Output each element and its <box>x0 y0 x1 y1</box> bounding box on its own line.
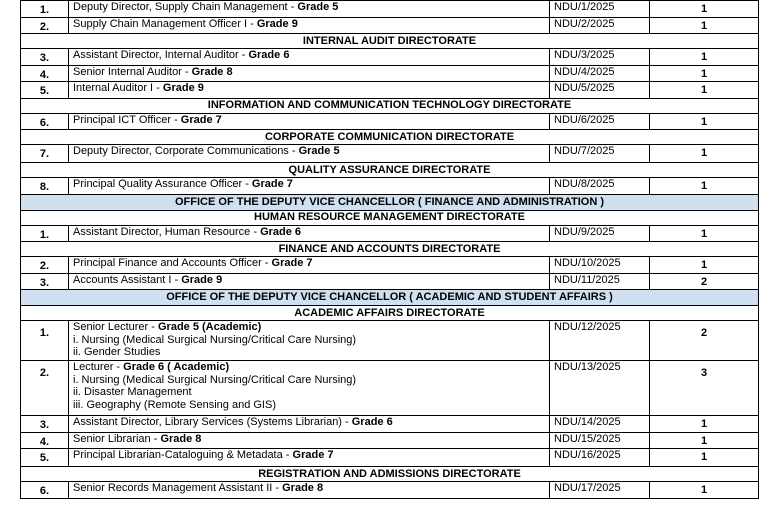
office-header-row <box>21 194 759 210</box>
table-row <box>21 65 759 82</box>
reference-number: NDU/7/2025 <box>550 145 650 163</box>
position-cell <box>69 449 550 467</box>
row-number: 3. <box>21 49 69 66</box>
office-title: OFFICE OF THE DEPUTY VICE CHANCELLOR ( ACADEMIC AND STUDENT AFFAIRS ) <box>21 290 759 306</box>
position-title: Senior Internal Auditor - <box>73 65 192 78</box>
position-cell <box>69 82 550 99</box>
table-row <box>21 113 759 130</box>
position-cell <box>69 257 550 274</box>
position-grade: Grade 7 <box>271 257 313 269</box>
directorate-header-row <box>21 467 759 482</box>
specialization-item: i. Nursing (Medical Surgical Nursing/Critical Care Nursing) <box>73 373 357 386</box>
table-row <box>21 82 759 99</box>
row-number: 2. <box>21 361 69 416</box>
specialization-item: iii. Geography (Remote Sensing and GIS) <box>73 398 276 411</box>
position-cell <box>69 416 550 433</box>
row-number: 4. <box>21 432 69 449</box>
reference-number: NDU/5/2025 <box>550 82 650 99</box>
row-number: 6. <box>21 482 69 499</box>
position-grade: Grade 5 <box>297 1 339 13</box>
position-title: Principal Librarian-Cataloguing & Metadata - <box>73 449 293 461</box>
position-title: Accounts Assistant I - <box>73 273 182 286</box>
number-of-posts: 1 <box>650 482 759 499</box>
number-of-posts: 1 <box>650 432 759 449</box>
row-number: 1. <box>21 225 69 242</box>
position-title: Senior Lecturer - <box>73 321 158 333</box>
position-title: Assistant Director, Human Resource - <box>73 225 261 238</box>
directorate-title: INFORMATION AND COMMUNICATION TECHNOLOGY DIRECTORATE <box>21 98 759 113</box>
position-grade: Grade 7 <box>251 178 293 190</box>
number-of-posts: 1 <box>650 49 759 66</box>
office-title: OFFICE OF THE DEPUTY VICE CHANCELLOR ( FINANCE AND ADMINISTRATION ) <box>21 194 759 210</box>
position-cell <box>69 482 550 499</box>
position-cell <box>69 321 550 361</box>
position-grade: Grade 6 <box>351 416 393 428</box>
reference-number: NDU/3/2025 <box>550 49 650 66</box>
directorate-title: QUALITY ASSURANCE DIRECTORATE <box>21 163 759 178</box>
number-of-posts: 1 <box>650 449 759 467</box>
row-number: 1. <box>21 321 69 361</box>
row-number: 8. <box>21 178 69 195</box>
directorate-title: FINANCE AND ACCOUNTS DIRECTORATE <box>21 242 759 257</box>
position-cell <box>69 17 550 34</box>
reference-number: NDU/13/2025 <box>550 361 650 416</box>
position-cell <box>69 145 550 163</box>
reference-number: NDU/4/2025 <box>550 65 650 82</box>
position-title: Principal ICT Officer - <box>73 113 181 126</box>
reference-number: NDU/8/2025 <box>550 178 650 195</box>
number-of-posts: 1 <box>650 65 759 82</box>
reference-number: NDU/1/2025 <box>550 1 650 18</box>
position-grade: Grade 6 <box>260 225 302 238</box>
reference-number: NDU/2/2025 <box>550 17 650 34</box>
row-number: 3. <box>21 273 69 290</box>
position-grade: Grade 9 <box>162 82 204 94</box>
table-row <box>21 449 759 467</box>
position-title: Assistant Director, Internal Auditor - <box>73 49 249 61</box>
office-header-row <box>21 290 759 306</box>
directorate-header-row <box>21 163 759 178</box>
number-of-posts: 1 <box>650 178 759 195</box>
table-row <box>21 17 759 34</box>
position-grade: Grade 7 <box>292 449 334 461</box>
row-number: 7. <box>21 145 69 163</box>
number-of-posts: 1 <box>650 257 759 274</box>
table-row <box>21 49 759 66</box>
position-title: Deputy Director, Corporate Communications - <box>73 145 299 157</box>
directorate-header-row <box>21 242 759 257</box>
table-row <box>21 273 759 290</box>
number-of-posts: 1 <box>650 113 759 130</box>
position-grade: Grade 7 <box>180 113 222 126</box>
position-grade: Grade 5 (Academic) <box>157 321 262 333</box>
table-row <box>21 145 759 163</box>
row-number: 5. <box>21 82 69 99</box>
row-number: 5. <box>21 449 69 467</box>
row-number: 6. <box>21 113 69 130</box>
directorate-title: HUMAN RESOURCE MANAGEMENT DIRECTORATE <box>21 210 759 225</box>
number-of-posts: 1 <box>650 17 759 34</box>
row-number: 4. <box>21 65 69 82</box>
reference-number: NDU/12/2025 <box>550 321 650 361</box>
number-of-posts: 1 <box>650 225 759 242</box>
row-number: 2. <box>21 257 69 274</box>
reference-number: NDU/10/2025 <box>550 257 650 274</box>
row-number: 3. <box>21 416 69 433</box>
vacancy-table <box>20 0 759 499</box>
position-cell <box>69 49 550 66</box>
position-cell <box>69 273 550 290</box>
table-row <box>21 1 759 18</box>
reference-number: NDU/16/2025 <box>550 449 650 467</box>
position-grade: Grade 9 <box>181 273 223 286</box>
directorate-header-row <box>21 98 759 113</box>
table-row <box>21 416 759 433</box>
table-row <box>21 257 759 274</box>
table-row <box>21 361 759 416</box>
position-cell <box>69 432 550 449</box>
number-of-posts: 2 <box>650 321 759 361</box>
position-grade: Grade 8 <box>191 65 233 78</box>
table-row <box>21 482 759 499</box>
directorate-header-row <box>21 306 759 321</box>
row-number: 1. <box>21 1 69 18</box>
position-cell <box>69 361 550 416</box>
reference-number: NDU/11/2025 <box>550 273 650 290</box>
number-of-posts: 1 <box>650 82 759 99</box>
table-row <box>21 225 759 242</box>
position-grade: Grade 8 <box>160 432 202 445</box>
specialization-item: i. Nursing (Medical Surgical Nursing/Critical Care Nursing) <box>73 333 357 346</box>
position-title: Internal Auditor I - <box>73 82 163 94</box>
position-grade: Grade 8 <box>282 482 324 494</box>
position-title: Principal Quality Assurance Officer - <box>73 178 252 190</box>
position-grade: Grade 9 <box>256 17 298 30</box>
position-title: Senior Records Management Assistant II - <box>73 482 283 494</box>
position-title: Assistant Director, Library Services (Systems Librarian) - <box>73 416 352 428</box>
specialization-item: ii. Disaster Management <box>73 386 192 398</box>
reference-number: NDU/6/2025 <box>550 113 650 130</box>
position-cell <box>69 113 550 130</box>
position-title: Deputy Director, Supply Chain Management - <box>73 1 298 13</box>
directorate-title: CORPORATE COMMUNICATION DIRECTORATE <box>21 130 759 145</box>
position-title: Lecturer - <box>73 361 124 373</box>
number-of-posts: 1 <box>650 1 759 18</box>
reference-number: NDU/14/2025 <box>550 416 650 433</box>
number-of-posts: 2 <box>650 273 759 290</box>
position-title: Supply Chain Management Officer I - <box>73 17 257 30</box>
position-grade: Grade 6 ( Academic) <box>123 361 230 373</box>
row-number: 2. <box>21 17 69 34</box>
reference-number: NDU/17/2025 <box>550 482 650 499</box>
directorate-header-row <box>21 130 759 145</box>
reference-number: NDU/15/2025 <box>550 432 650 449</box>
number-of-posts: 1 <box>650 145 759 163</box>
table-row <box>21 321 759 361</box>
reference-number: NDU/9/2025 <box>550 225 650 242</box>
number-of-posts: 3 <box>650 361 759 416</box>
directorate-title: REGISTRATION AND ADMISSIONS DIRECTORATE <box>21 467 759 482</box>
specialization-item: ii. Gender Studies <box>73 346 161 358</box>
table-row <box>21 178 759 195</box>
directorate-title: INTERNAL AUDIT DIRECTORATE <box>21 34 759 49</box>
position-cell <box>69 1 550 18</box>
position-grade: Grade 6 <box>248 49 290 61</box>
table-row <box>21 432 759 449</box>
position-grade: Grade 5 <box>298 145 340 157</box>
position-cell <box>69 225 550 242</box>
position-cell <box>69 65 550 82</box>
position-title: Senior Librarian - <box>73 432 161 445</box>
number-of-posts: 1 <box>650 416 759 433</box>
directorate-header-row <box>21 34 759 49</box>
directorate-header-row <box>21 210 759 225</box>
position-cell <box>69 178 550 195</box>
position-title: Principal Finance and Accounts Officer - <box>73 257 272 269</box>
directorate-title: ACADEMIC AFFAIRS DIRECTORATE <box>21 306 759 321</box>
